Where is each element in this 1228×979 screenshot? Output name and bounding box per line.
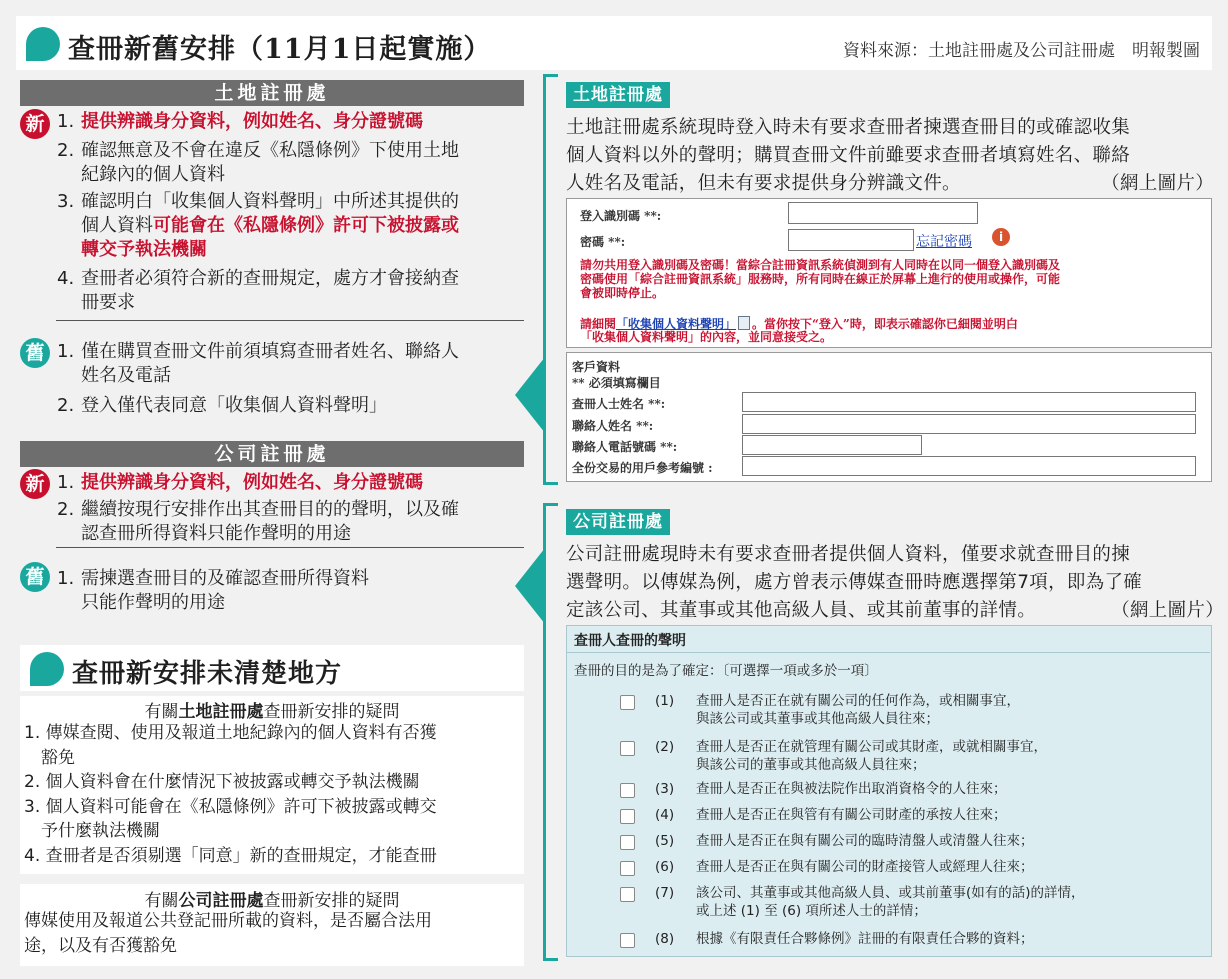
option-checkbox[interactable] (620, 835, 635, 850)
privacy-notice-line2: 「收集個人資料聲明」的內容，並同意接受之。 (580, 330, 833, 344)
company-registry-tag: 公司註冊處 (566, 509, 670, 535)
help-icon[interactable]: i (992, 228, 1010, 246)
item-line-highlight: 可能會在《私隱條例》許可下被披露或 (153, 215, 459, 236)
item-line: 提供辨識身分資料，例如姓名、身分證號碼 (81, 111, 423, 132)
item-text (81, 190, 459, 262)
item-line: 紀錄內的個人資料 (81, 164, 225, 185)
option-checkbox[interactable] (620, 887, 635, 902)
option-text: 或上述 (1) 至 (6) 項所述人士的詳情； (696, 903, 927, 919)
item-text (81, 471, 423, 495)
item-line: 認查冊所得資料只能作聲明的用途 (81, 523, 351, 544)
old-badge-icon: 舊 (20, 338, 50, 368)
password-input[interactable] (788, 229, 914, 251)
question-line: 傳媒使用及報道公共登記冊所載的資料，是否屬合法用 (24, 911, 432, 931)
option-checkbox[interactable] (620, 933, 635, 948)
item-line (81, 214, 459, 238)
item-number: 2. (57, 499, 75, 520)
item-number: 1. (57, 111, 75, 132)
unclear-title: 查冊新安排未清楚地方 (72, 659, 343, 689)
question-line: 予什麼執法機關 (24, 821, 160, 841)
item-line: 只能作聲明的用途 (81, 592, 225, 613)
client-info-title: 客戶資料 (572, 360, 621, 374)
question-line: 豁免 (24, 747, 75, 768)
item-line: 繼續按現行安排作出其查冊目的的聲明，以及確 (81, 499, 459, 520)
company-image-note: （網上圖片） (1111, 600, 1224, 621)
forgot-password-link[interactable]: 忘記密碼 (916, 234, 972, 250)
option-text: 根據《有限責任合夥條例》註冊的有限責任合夥的資料； (696, 931, 1034, 947)
option-text: 查冊人是否正在與有關公司的財產接管人或經理人往來； (696, 859, 1034, 875)
option-number: (5) (655, 833, 675, 849)
item-line-highlight: 轉交予執法機關 (81, 239, 207, 260)
divider (56, 547, 524, 548)
field-input[interactable] (742, 456, 1196, 476)
item-line: 姓名及電話 (81, 365, 171, 386)
required-note: ** 必須填寫欄目 (572, 376, 661, 390)
item-line: 登入僅代表同意「收集個人資料聲明」 (81, 395, 387, 416)
new-badge-icon: 新 (20, 469, 50, 499)
password-label: 密碼 **: (580, 235, 626, 249)
company-question-heading: 有關公司註冊處查冊新安排的疑問 (144, 891, 400, 911)
privacy-statement-link[interactable]: 「收集個人資料聲明」 (616, 317, 737, 331)
option-checkbox[interactable] (620, 783, 635, 798)
option-checkbox[interactable] (620, 741, 635, 756)
item-line: 僅在購買查冊文件前須填寫查冊者姓名、聯絡人 (81, 341, 459, 362)
item-text (81, 139, 459, 187)
new-badge-icon: 新 (20, 109, 50, 139)
old-badge-icon: 舊 (20, 562, 50, 592)
source-credit: 資料來源：土地註冊處及公司註冊處 明報製圖 (843, 41, 1200, 61)
item-text (81, 567, 369, 615)
land-image-note: （網上圖片） (1101, 173, 1214, 194)
land-bracket (543, 74, 558, 485)
option-number: (4) (655, 807, 675, 823)
option-number: (7) (655, 885, 675, 901)
login-id-label: 登入識別碼 **: (580, 209, 662, 223)
option-number: (1) (655, 693, 675, 709)
item-number: 2. (57, 395, 75, 416)
option-number: (3) (655, 781, 675, 797)
option-text: 查冊人是否正在與有關公司的臨時清盤人或清盤人往來； (696, 833, 1034, 849)
item-number: 2. (57, 140, 75, 161)
paragraph-line: 人姓名及電話，但未有要求提供身分辨識文件。 (566, 173, 961, 194)
option-checkbox[interactable] (620, 809, 635, 824)
option-text: 查冊人是否正在與管有有關公司財產的承按人往來； (696, 807, 1007, 823)
warning-line: 請勿共用登入識別碼及密碼！當綜合註冊資訊系統偵測到有人同時在以同一個登入識別碼及 (580, 258, 1061, 272)
land-pointer (515, 357, 545, 433)
item-line: 確認無意及不會在違反《私隱條例》下使用土地 (81, 140, 459, 161)
company-registry-heading: 公司註冊處 (20, 441, 524, 467)
paragraph-line: 定該公司、其董事或其他高級人員、或其前董事的詳情。 (566, 600, 1037, 621)
item-text (81, 394, 387, 418)
field-label: 全份交易的用戶參考編號 : (572, 461, 713, 475)
option-number: (2) (655, 739, 675, 755)
item-line: 需揀選查冊目的及確認查冊所得資料 (81, 568, 369, 589)
option-text: 與該公司或其董事或其他高級人員往來； (696, 711, 939, 727)
question-line: 1. 傳媒查閱、使用及報道土地紀錄內的個人資料有否獲 (24, 723, 437, 743)
section-dot-icon (26, 27, 60, 61)
field-input[interactable] (742, 414, 1196, 434)
land-registry-heading: 土地註冊處 (20, 80, 524, 106)
field-label: 查冊人士姓名 **: (572, 397, 666, 411)
item-text (81, 110, 423, 134)
paragraph-line: 公司註冊處現時未有要求查冊者提供個人資料，僅要求就查冊目的揀 (566, 544, 1131, 565)
item-number: 1. (57, 568, 75, 589)
item-text (81, 267, 459, 315)
login-id-input[interactable] (788, 202, 978, 224)
company-bracket (543, 503, 558, 961)
field-input[interactable] (742, 435, 922, 455)
field-label: 聯絡人電話號碼 **: (572, 440, 678, 454)
item-number: 1. (57, 341, 75, 362)
land-registry-tag: 土地註冊處 (566, 82, 670, 108)
section-dot-icon (30, 652, 64, 686)
item-number: 4. (57, 268, 75, 289)
item-line: 冊要求 (81, 292, 135, 313)
paragraph-line: 個人資料以外的聲明；購買查冊文件前雖要求查冊者填寫姓名、聯絡 (566, 145, 1131, 166)
question-line: 3. 個人資料可能會在《私隱條例》許可下被披露或轉交 (24, 796, 437, 817)
warning-line: 會被即時停止。 (580, 286, 665, 300)
item-number: 3. (57, 191, 75, 212)
field-input[interactable] (742, 392, 1196, 412)
question-line: 4. 查冊者是否須剔選「同意」新的查冊規定，才能查冊 (24, 845, 437, 866)
question-line: 2. 個人資料會在什麼情況下被披露或轉交予執法機關 (24, 772, 420, 792)
item-line: 確認明白「收集個人資料聲明」中所述其提供的 (81, 191, 459, 212)
paragraph-line: 土地註冊處系統現時登入時未有要求查冊者揀選查冊目的或確認收集 (566, 117, 1131, 138)
privacy-notice: 請細閱「收集個人資料聲明」 。當你按下“登入”時，即表示確認你已細閱並明白 (580, 317, 1018, 331)
item-line: 提供辨識身分資料，例如姓名、身分證號碼 (81, 472, 423, 493)
declaration-title: 查冊人查冊的聲明 (574, 633, 686, 649)
land-question-heading: 有關土地註冊處查冊新安排的疑問 (144, 702, 400, 722)
declaration-title-rule (566, 652, 1210, 653)
document-icon (738, 316, 750, 330)
warning-line: 密碼使用「綜合註冊資訊系統」服務時，所有同時在線正於屏幕上進行的使用或操作，可能 (580, 272, 1061, 286)
option-number: (6) (655, 859, 675, 875)
option-text: 查冊人是否正在就有關公司的任何作為，或相關事宜， (696, 693, 1020, 709)
option-checkbox[interactable] (620, 695, 635, 710)
option-number: (8) (655, 931, 675, 947)
field-label: 聯絡人姓名 **: (572, 419, 654, 433)
company-pointer (515, 548, 545, 624)
item-text (81, 498, 459, 546)
item-line: 查冊者必須符合新的查冊規定，處方才會接納查 (81, 268, 459, 289)
question-line: 途，以及有否獲豁免 (24, 936, 177, 956)
declaration-intro: 查冊的目的是為了確定：〔可選擇一項或多於一項〕 (574, 663, 878, 679)
option-text: 該公司、其董事或其他高級人員、或其前董事(如有的話)的詳情， (696, 885, 1085, 901)
item-text (81, 340, 459, 388)
option-checkbox[interactable] (620, 861, 635, 876)
item-number: 1. (57, 472, 75, 493)
option-text: 查冊人是否正在就管理有關公司或其財產，或就相關事宜， (696, 739, 1047, 755)
item-line-part: 個人資料 (81, 215, 153, 236)
option-text: 查冊人是否正在與被法院作出取消資格令的人往來； (696, 781, 1007, 797)
paragraph-line: 選聲明。以傳媒為例，處方曾表示傳媒查冊時應選擇第7項，即為了確 (566, 572, 1143, 593)
divider (56, 320, 524, 321)
option-text: 與該公司的董事或其他高級人員往來； (696, 757, 926, 773)
page-title: 查冊新舊安排（11月1日起實施） (68, 34, 492, 65)
